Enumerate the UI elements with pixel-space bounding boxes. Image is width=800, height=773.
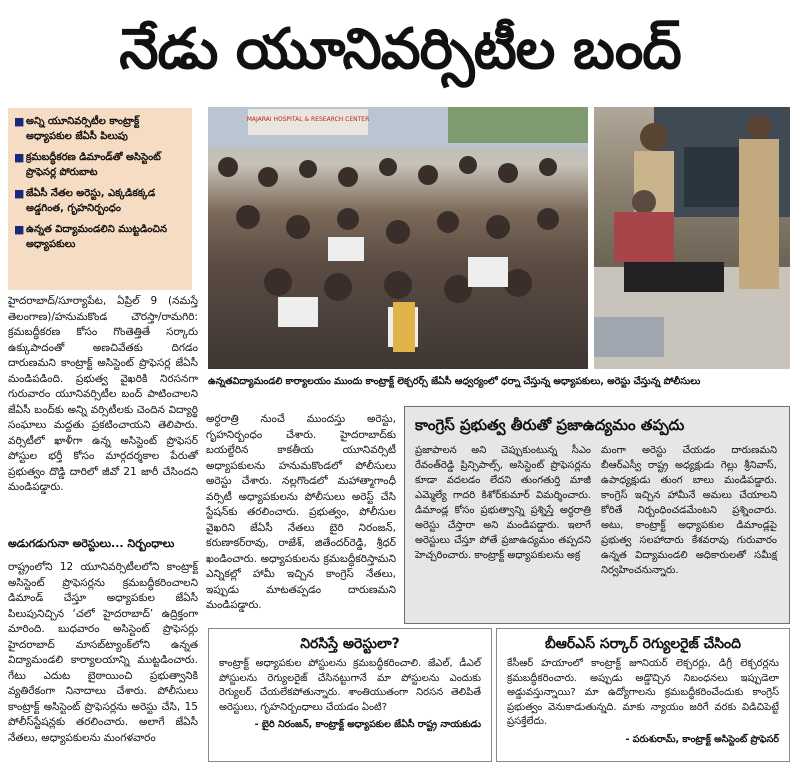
- hospital-sign: MAJARAI HOSPITAL & RESEARCH CENTER: [246, 116, 370, 123]
- highlight-item: ■ అన్ని యూనివర్సిటీల కాంట్రాక్ట్ అధ్యాపకుల జేఏసీ పిలుపు: [14, 115, 140, 142]
- quote-signature: - బైరి నిరంజన్, కాంట్రాక్ట్ అధ్యాపకుల జేఏసీ రాష్ట్ర నాయకుడు: [254, 719, 481, 730]
- bullet-icon: ■: [14, 223, 25, 236]
- quote-title: బీఆర్‌ఎస్ సర్కార్ రెగ్యులరైజ్ చేసింది: [544, 636, 742, 652]
- quote-signature: - పరుశురామ్, కాంట్రాక్ట్ అసిస్టెంట్ ప్రొఫెసర్: [625, 733, 779, 745]
- highlights-box: [8, 108, 192, 290]
- quote-box: [208, 628, 492, 762]
- highlight-item: ■ జేఏసీ నేతల అరెస్టు, ఎక్కడికక్కడ అడ్డగింత, గృహనిర్బంధం: [14, 187, 156, 214]
- article-subhead: అడుగడుగునా అరెస్టులు... నిర్బంధాలు: [8, 537, 175, 550]
- quote-title: నిరసిస్తే అరెస్టులా?: [300, 636, 400, 652]
- photo-caption: ఉన్నతవిద్యామండలి కార్యాలయం ముందు కాంట్రాక్ట్ లెక్చరర్స్ జేఏసీ ఆధ్వర్యంలో ధర్నా చేస్తున్న అధ్యాపకులు, అరెస్టు చేస్తున్న పోలీసులు: [208, 376, 701, 387]
- highlight-item: ■ క్రమబద్ధీకరణ డిమాండ్‌తో అసిస్టెంట్ ప్రొఫెసర్ల పోరుబాట: [14, 151, 161, 178]
- arrest-photo: [594, 107, 790, 369]
- quote-box: [496, 628, 790, 762]
- sidebar-story-title: కాంగ్రెస్ ప్రభుత్వ తీరుతో ప్రజాఉద్యమం తప్పదు: [415, 416, 685, 434]
- bullet-icon: ■: [14, 115, 25, 128]
- sidebar-story-text-2: మంగా అరెస్టు చేయడం దారుణమని బీఆర్‌ఎస్వీ రాష్ట్ర అధ్యక్షుడు గెల్లు శ్రీనివాస్, ఉపాధ్యక్షుడు తుంగ బాలు మండిపడ్డారు. కాంగ్రెస్ ఇచ్చిన హామీనే అమలు చేయాలని కోరితే నిర్బంధించడమేంటని ప్రశ్నించారు. అటు, కాంట్రాక్ట్ అధ్యాపకుల డిమాండ్లపై ప్రభుత్వ సలహాదారు కేశవరావు గురువారం ఉన్నత విద్యామండలి అధికారులతో సమీక్ష నిర్వహించనున్నారు.: [601, 445, 777, 576]
- headline: నేడు యూనివర్సిటీల బంద్: [119, 17, 681, 82]
- bullet-icon: ■: [14, 187, 25, 200]
- quote-body: కేసీఆర్ హయాంలో కాంట్రాక్ట్ జూనియర్ లెక్చరర్లు, డిగ్రీ లెక్చరర్లను క్రమబద్ధీకరించారు. అప్పుడు అడ్డొచ్చిన నిబంధనలు ఇప్పుడెలా అడ్డువస్తున్నాయి? మా ఉద్యోగాలను క్రమబద్ధీకరించేందుకు కాంగ్రెస్ ప్రభుత్వం వెనుకాడుతున్నది. మాకు న్యాయం జరిగే వరకు విడిచిపెట్టే ప్రసక్తేలేదు.: [507, 658, 779, 727]
- bullet-icon: ■: [14, 151, 25, 164]
- article-text: హైదరాబాద్/సూర్యాపేట, ఏప్రిల్ 9 (నమస్తే తెలంగాణ)/హనుమకొండ చౌరస్తా/రామగిరి: క్రమబద్ధీకరణ కోసం గొంతెత్తితే సర్కారు ఉక్కుపాదంతో అణచివేతకు దిగడం దారుణమని కాంట్రాక్ట్ అసిస్టెంట్ ప్రొఫెసర్ల జేఏసీ మండిపడింది. ప్రభుత్వ వైఖరికి నిరసనగా గురువారం యూనివర్సిటీల బంద్ పాటించాలని జేఏసీ బంద్‌కు అన్ని వర్సిటీలకు చెందిన విద్యార్థి సంఘాలు మద్దతు ప్రకటించాయని తెలిపారు. వర్సిటీలో ఖాళీగా ఉన్న అసిస్టెంట్ ప్రొఫెసర్ పోస్టుల భర్తీ కోసం మార్గదర్శకాల పేరుతో ప్రభుత్వం దొడ్డి దారిలో జీవో 21 జారీ చేసిందని మండిపడ్డారు.: [8, 295, 198, 493]
- sidebar-story: [404, 406, 790, 624]
- highlight-item: ■ ఉన్నత విద్యామండలిని ముట్టడించిన అధ్యాపకులు: [14, 223, 167, 250]
- quote-body: కాంట్రాక్ట్ అధ్యాపకుల పోస్టులను క్రమబద్ధీకరించాలి. జేఎల్, డీఎల్ పోస్టులను రెగ్యులరైజ్ చేసినట్టుగానే మా పోస్టులను ఎందుకు రెగ్యులర్ చేయలేకపోతున్నారు. శాంతియుతంగా నిరసన తెలిపితే అరెస్టులు, గృహనిర్బంధాలు చేయడం ఏంటి?: [219, 658, 481, 713]
- sidebar-story-text: ప్రజాపాలన అని చెప్పుకుంటున్న సీఎం రేవంత్‌రెడ్డి ప్రిన్సిపాల్స్, అసిస్టెంట్ ప్రొఫెసర్లను కూడా వదలడం లేదని తుంగతుర్తి మాజీ ఎమ్మెల్యే గాదరి కిశోర్‌కుమార్ విమర్శించారు. డిమాండ్ల కోసం ప్రభుత్వాన్ని ప్రశ్నిస్తే అర్ధరాత్రి అరెస్టు చేస్తారా అని మండిపడ్డారు. ఇలాగే అరెస్టులు చేస్తూ పోతే ప్రజాఉద్యమం తప్పదని హెచ్చరించారు. కాంట్రాక్ట్ అధ్యాపకులను అక్ర: [415, 445, 591, 561]
- article-text-column-2: అర్ధరాత్రి నుంచే ముందస్తు అరెస్టు, గృహనిర్బంధం చేశారు. హైదరాబాద్‌కు బయల్దేరిన కాకతీయ యూనివర్సిటీ అధ్యాపకులను హనుమకొండలో పోలీసులు అరెస్టు చేశారు. నల్లగొండలో మహాత్మాగాంధీ వర్సిటీ అధ్యాపకులను పోలీసులు అరెస్ట్ చేసి స్టేషన్‌కు తరలించారు. ప్రభుత్వం, పోలీసుల వైఖరిని జేఏసీ నేతలు బైరి నిరంజన్, కరుణాకర్‌రావు, రాజేశ్, జితేందర్‌రెడ్డి, శ్రీధర్ ఖండించారు. అధ్యాపకులను క్రమబద్ధీకరిస్తామని ఎన్నికల్లో హామీ ఇచ్చిన కాంగ్రెస్ నేతలు, ఇప్పుడు మాటతప్పడం దారుణమని మండిపడ్డారు.: [206, 413, 396, 611]
- article-text-continued: రాష్ట్రంలోని 12 యూనివర్సిటీలలోని కాంట్రాక్ట్ అసిస్టెంట్ ప్రొఫెసర్లను క్రమబద్ధీకరించాలని డిమాండ్ చేస్తూ అధ్యాపకుల జేఏసీ పిలుపునిచ్చిన ‘చలో హైదరాబాద్’ ఉద్రిక్తంగా మారింది. బుధవారం అసిస్టెంట్ ప్రొఫెసర్లు హైదరాబాద్ మాసబ్‌ట్యాంక్‌లోని ఉన్నత విద్యామండలి కార్యాలయాన్ని ముట్టడించారు. గేటు ఎదుట బైఠాయించి ప్రభుత్వానికి వ్యతిరేకంగా నినాదాలు చేశారు. పోలీసులు కాంట్రాక్ట్ అసిస్టెంట్ ప్రొఫెసర్లను అరెస్టు చేసి, 15 పోలీస్‌స్టేషన్లకు తరలించారు. అలాగే జేఏసీ నేతలు, అధ్యాపకులను మంగళవారం: [8, 561, 198, 744]
- protest-photo: [208, 107, 588, 369]
